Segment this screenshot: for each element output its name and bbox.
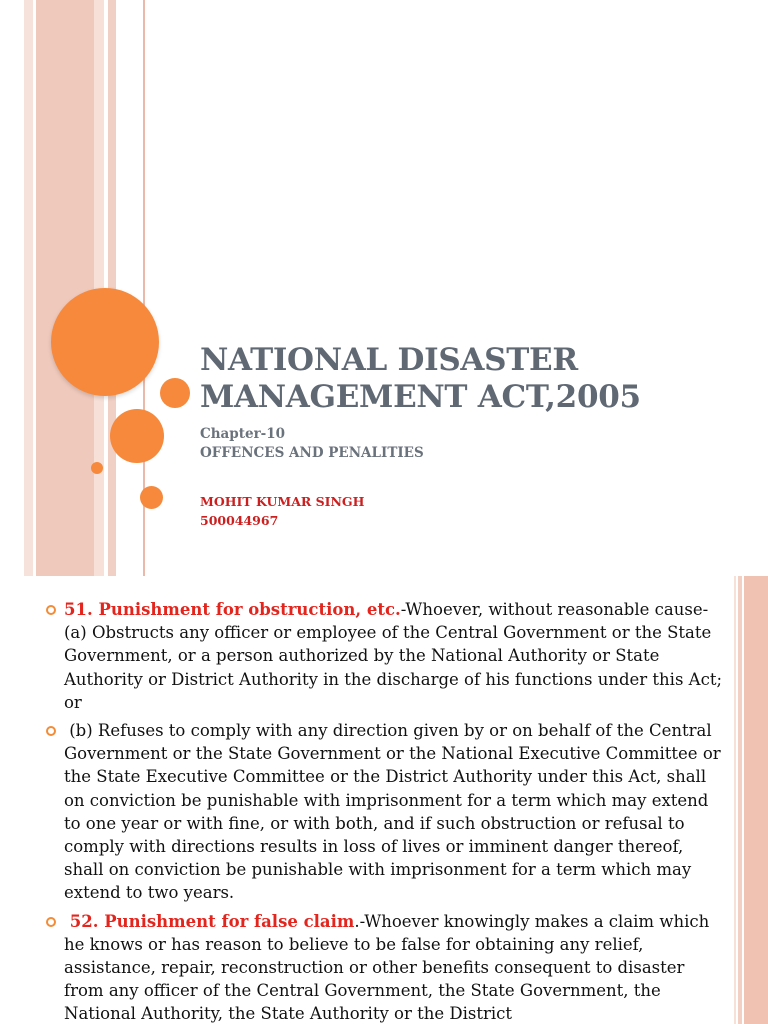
decor-circle-medium (110, 409, 164, 463)
section-text: .-Whoever knowingly makes a claim which he knows or has reason to believe to be false for obtaining any relief, assistance, repair, reconstruction or other benefits consequent to disaster from any officer of the Central Government, the State Government, the National Authority, the State Authority or the District (64, 911, 710, 1024)
title-line: NATIONAL DISASTER (200, 342, 578, 378)
bullet-icon (46, 605, 56, 615)
decor-stripe (738, 576, 742, 1024)
content-slide (0, 576, 768, 1024)
author-name: MOHIT KUMAR SINGH (200, 494, 365, 509)
section-text: (b) Refuses to comply with any direction given by or on behalf of the Central Government or the State Government or the National Executive Committee or the State Executive Committee or the District Authority under this Act, shall on conviction be punishable with imprisonment for a term which may extend to one year or with fine, or with both, and if such obstruction or refusal to comply with directions results in loss of lives or imminent danger thereof, shall on conviction be punishable with imprisonment for a term which may extend to two years. (64, 721, 726, 903)
decor-circle-tiny (91, 462, 103, 474)
bullet-icon (46, 726, 56, 736)
decor-stripe (744, 576, 768, 1024)
decor-stripe (36, 0, 94, 576)
decor-circle-large (51, 288, 159, 396)
title-line: MANAGEMENT ACT,2005 (200, 379, 641, 415)
bullet-icon (46, 917, 56, 927)
section-text: -Whoever, without reasonable cause- (a) Obstructs any officer or employee of the Central Government or the State Government, or a person authorized by the National Authority or State Authority or District Authority in the discharge of his functions under this Act; or (64, 600, 723, 712)
decor-circle-small (160, 378, 190, 408)
bullet-item (64, 598, 724, 714)
decor-stripe (24, 0, 33, 576)
slide-title (200, 342, 760, 416)
author-id: 500044967 (200, 513, 279, 528)
section-heading: 52. Punishment for false claim (64, 911, 355, 931)
decor-circle-small (140, 486, 163, 509)
slide-body (64, 598, 724, 1024)
bullet-item (64, 910, 724, 1024)
section-heading: 51. Punishment for obstruction, etc. (64, 600, 401, 619)
decor-stripe (734, 576, 736, 1024)
chapter-label: Chapter-10 (200, 426, 286, 442)
chapter-subtitle: OFFENCES AND PENALITIES (200, 445, 424, 461)
bullet-item (64, 719, 724, 905)
